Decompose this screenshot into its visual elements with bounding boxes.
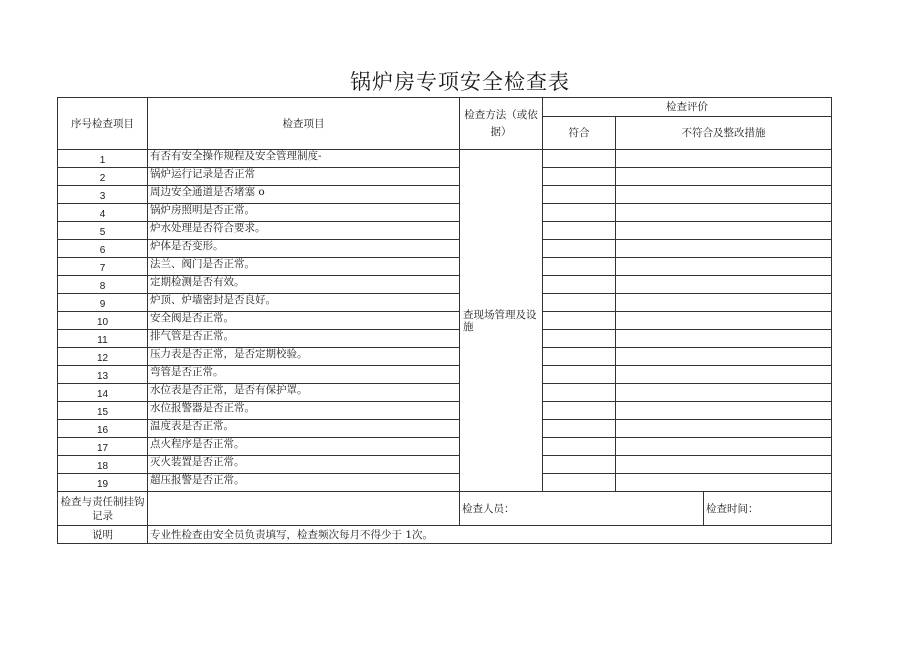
record-row xyxy=(58,492,832,526)
note-label: 说明 xyxy=(58,526,148,544)
conform-cell xyxy=(543,438,616,456)
row-number: 16 xyxy=(58,420,148,438)
table-row xyxy=(58,384,832,402)
nonconform-cell xyxy=(616,204,832,222)
row-number: 14 xyxy=(58,384,148,402)
table-row xyxy=(58,456,832,474)
inspector-label: 检查人员： xyxy=(460,492,704,526)
row-item: 炉水处理是否符合要求。 xyxy=(148,222,460,240)
table-row xyxy=(58,150,832,168)
table-row xyxy=(58,186,832,204)
row-item: 水位报警器是否正常。 xyxy=(148,402,460,420)
conform-cell xyxy=(543,312,616,330)
row-item: 定期检测是否有效。 xyxy=(148,276,460,294)
conform-cell xyxy=(543,150,616,168)
nonconform-cell xyxy=(616,294,832,312)
table-row xyxy=(58,222,832,240)
conform-cell xyxy=(543,384,616,402)
row-item: 超压报警是否正常。 xyxy=(148,474,460,492)
table-row xyxy=(58,348,832,366)
nonconform-cell xyxy=(616,222,832,240)
table-row xyxy=(58,294,832,312)
row-item: 有否有安全操作规程及安全管理制度- xyxy=(148,150,460,168)
nonconform-cell xyxy=(616,312,832,330)
table-row xyxy=(58,204,832,222)
table-row xyxy=(58,168,832,186)
row-number: 18 xyxy=(58,456,148,474)
row-item: 炉顶、炉墙密封是否良好。 xyxy=(148,294,460,312)
conform-cell xyxy=(543,222,616,240)
header-method: 检查方法（或依据） xyxy=(460,98,543,150)
conform-cell xyxy=(543,330,616,348)
row-number: 13 xyxy=(58,366,148,384)
table-row xyxy=(58,402,832,420)
nonconform-cell xyxy=(616,168,832,186)
conform-cell xyxy=(543,348,616,366)
nonconform-cell xyxy=(616,258,832,276)
row-number: 9 xyxy=(58,294,148,312)
time-label: 检查时间： xyxy=(704,492,832,526)
nonconform-cell xyxy=(616,276,832,294)
nonconform-cell xyxy=(616,474,832,492)
header-conform: 符合 xyxy=(543,117,616,150)
row-item: 温度表是否正常。 xyxy=(148,420,460,438)
row-item: 排气管是否正常。 xyxy=(148,330,460,348)
row-number: 4 xyxy=(58,204,148,222)
row-number: 17 xyxy=(58,438,148,456)
row-number: 7 xyxy=(58,258,148,276)
conform-cell xyxy=(543,366,616,384)
nonconform-cell xyxy=(616,348,832,366)
header-eval: 检查评价 xyxy=(543,98,832,117)
page-title: 锅炉房专项安全检查表 xyxy=(350,70,570,94)
row-item: 安全阀是否正常。 xyxy=(148,312,460,330)
table-row xyxy=(58,366,832,384)
table-row xyxy=(58,474,832,492)
header-seq: 序号检查项目 xyxy=(58,98,148,150)
inspection-table xyxy=(57,97,832,544)
row-item: 炉体是否变形。 xyxy=(148,240,460,258)
note-row xyxy=(58,526,832,544)
conform-cell xyxy=(543,456,616,474)
table-row xyxy=(58,258,832,276)
nonconform-cell xyxy=(616,240,832,258)
conform-cell xyxy=(543,186,616,204)
row-item: 锅炉房照明是否正常。 xyxy=(148,204,460,222)
row-number: 12 xyxy=(58,348,148,366)
row-item: 压力表是否正常，是否定期校验。 xyxy=(148,348,460,366)
row-number: 19 xyxy=(58,474,148,492)
table-row xyxy=(58,276,832,294)
nonconform-cell xyxy=(616,186,832,204)
nonconform-cell xyxy=(616,366,832,384)
table-row xyxy=(58,240,832,258)
header-nonconform: 不符合及整改措施 xyxy=(616,117,832,150)
conform-cell xyxy=(543,402,616,420)
row-item: 弯管是否正常。 xyxy=(148,366,460,384)
conform-cell xyxy=(543,258,616,276)
row-number: 3 xyxy=(58,186,148,204)
row-number: 2 xyxy=(58,168,148,186)
row-item: 水位表是否正常，是否有保护罩。 xyxy=(148,384,460,402)
conform-cell xyxy=(543,420,616,438)
row-number: 8 xyxy=(58,276,148,294)
nonconform-cell xyxy=(616,438,832,456)
conform-cell xyxy=(543,240,616,258)
nonconform-cell xyxy=(616,150,832,168)
row-number: 1 xyxy=(58,150,148,168)
row-number: 10 xyxy=(58,312,148,330)
table-row xyxy=(58,420,832,438)
row-item: 灭火装置是否正常。 xyxy=(148,456,460,474)
nonconform-cell xyxy=(616,456,832,474)
nonconform-cell xyxy=(616,330,832,348)
nonconform-cell xyxy=(616,402,832,420)
conform-cell xyxy=(543,168,616,186)
nonconform-cell xyxy=(616,420,832,438)
conform-cell xyxy=(543,204,616,222)
record-label: 检查与责任制挂钩记录 xyxy=(58,492,148,526)
row-number: 6 xyxy=(58,240,148,258)
record-value xyxy=(148,492,460,526)
table-row xyxy=(58,312,832,330)
row-item: 周边安全通道是否堵塞 o xyxy=(148,186,460,204)
conform-cell xyxy=(543,474,616,492)
note-text: 专业性检查由安全员负责填写，检查频次每月不得少于 1次。 xyxy=(148,526,832,544)
row-number: 5 xyxy=(58,222,148,240)
conform-cell xyxy=(543,294,616,312)
header-item: 检查项目 xyxy=(148,98,460,150)
row-item: 法兰、阀门是否正常。 xyxy=(148,258,460,276)
conform-cell xyxy=(543,276,616,294)
row-number: 15 xyxy=(58,402,148,420)
row-number: 11 xyxy=(58,330,148,348)
row-item: 点火程序是否正常。 xyxy=(148,438,460,456)
nonconform-cell xyxy=(616,384,832,402)
table-row xyxy=(58,438,832,456)
row-item: 锅炉运行记录是否正常 xyxy=(148,168,460,186)
table-row xyxy=(58,330,832,348)
method-cell: 查现场管理及设施 xyxy=(460,150,543,492)
